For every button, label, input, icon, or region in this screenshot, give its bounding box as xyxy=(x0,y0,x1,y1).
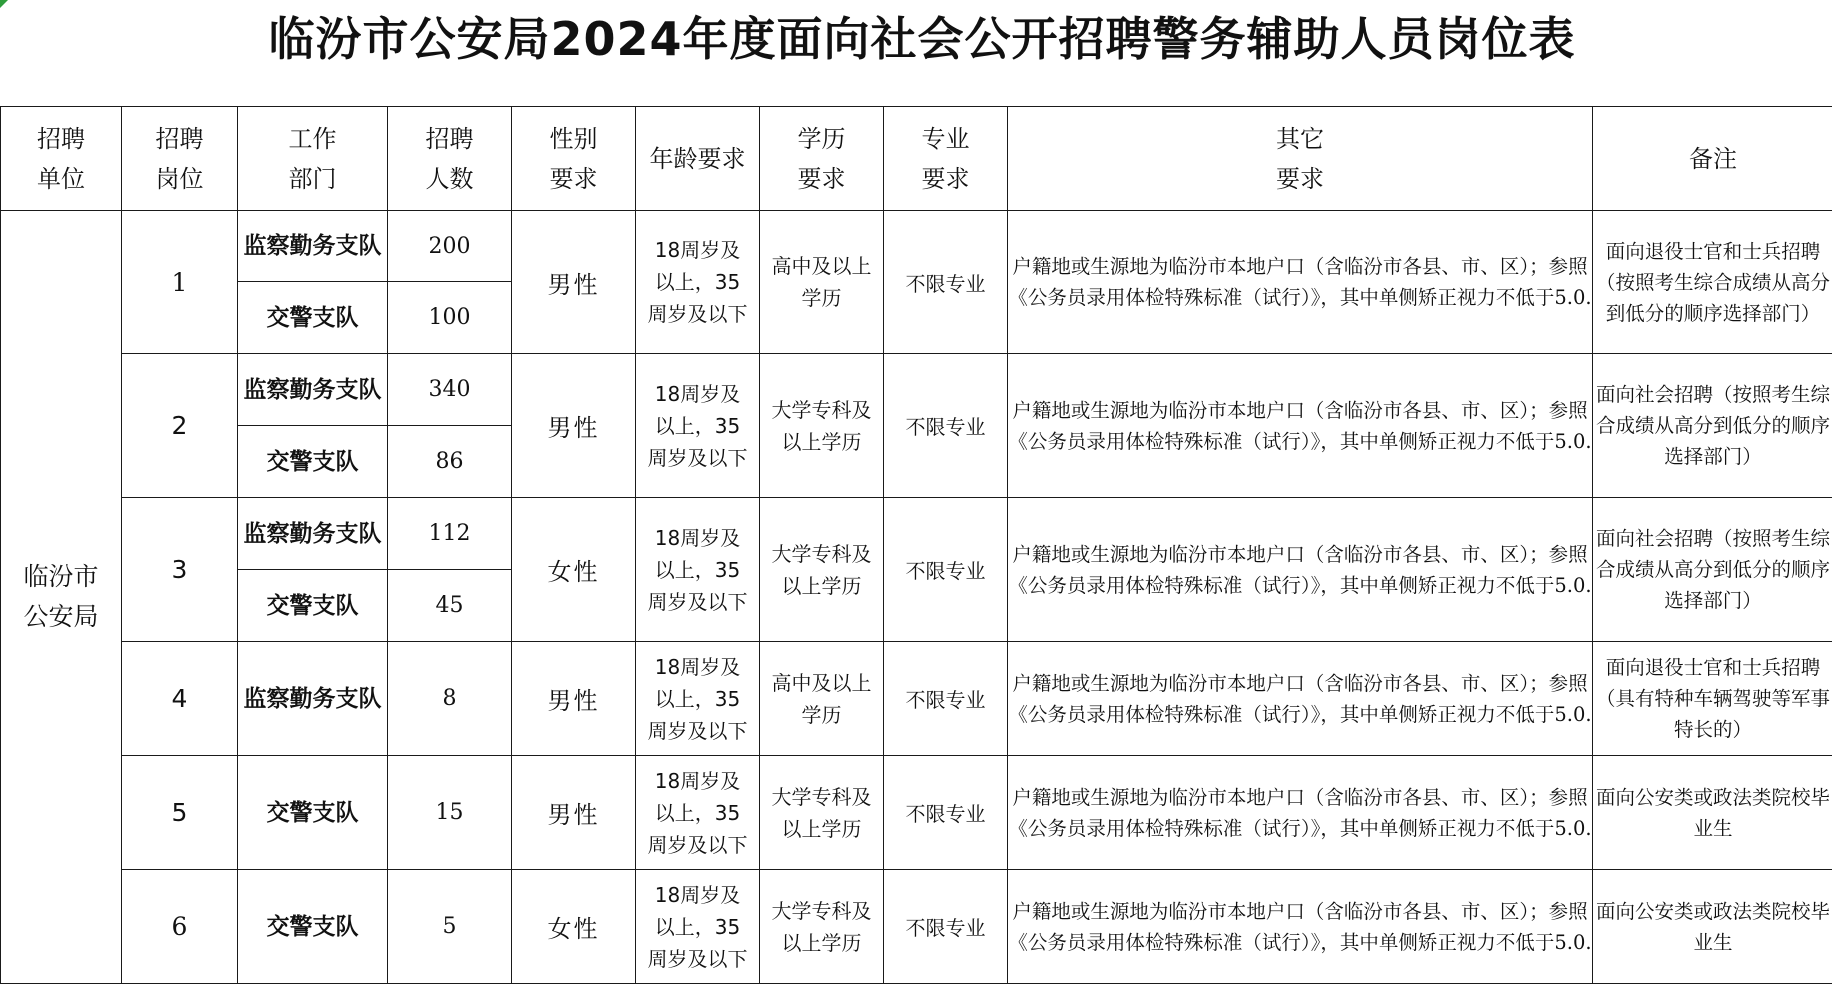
header-unit xyxy=(1,107,122,211)
dept-name: 监察勤务支队 xyxy=(238,211,388,282)
header-dept-line1: 工作 xyxy=(288,124,337,153)
page-right-margin xyxy=(1832,0,1844,984)
dept-name: 交警支队 xyxy=(238,570,388,642)
gender-requirement: 男性 xyxy=(512,211,636,354)
education-requirement xyxy=(760,211,884,354)
table-row xyxy=(1,211,1834,282)
header-education-line1: 学历 xyxy=(797,124,846,153)
headcount: 15 xyxy=(388,756,512,870)
remark: 面向退役士官和士兵招聘（按照考生综合成绩从高分到低分的顺序选择部门） xyxy=(1593,211,1834,354)
header-note-label: 备注 xyxy=(1689,144,1737,173)
page-title: 临汾市公安局2024年度面向社会公开招聘警务辅助人员岗位表 xyxy=(268,12,1576,66)
gender-requirement: 男性 xyxy=(512,756,636,870)
remark: 面向公安类或政法类院校毕业生 xyxy=(1593,870,1834,984)
education-requirement-text: 大学专科及以上学历 xyxy=(771,397,872,454)
header-count xyxy=(388,107,512,211)
dept-name: 监察勤务支队 xyxy=(238,642,388,756)
education-requirement-text: 大学专科及以上学历 xyxy=(771,784,872,841)
dept-name: 交警支队 xyxy=(238,282,388,354)
education-requirement xyxy=(760,642,884,756)
headcount: 112 xyxy=(388,498,512,570)
age-requirement-text: 18周岁及以上，35周岁及以下 xyxy=(647,768,748,857)
dept-name: 交警支队 xyxy=(238,756,388,870)
unit-name: 临汾市 公安局 xyxy=(23,562,99,631)
header-dept-line2: 部门 xyxy=(288,164,337,193)
post-number: 2 xyxy=(122,354,238,498)
post-number: 5 xyxy=(122,756,238,870)
age-requirement xyxy=(636,211,760,354)
table-body xyxy=(1,211,1834,984)
gender-requirement: 男性 xyxy=(512,642,636,756)
education-requirement xyxy=(760,756,884,870)
headcount: 45 xyxy=(388,570,512,642)
dept-name: 交警支队 xyxy=(238,426,388,498)
age-requirement-text: 18周岁及以上，35周岁及以下 xyxy=(647,882,748,971)
major-requirement: 不限专业 xyxy=(884,211,1008,354)
table-row xyxy=(1,642,1834,756)
major-requirement: 不限专业 xyxy=(884,642,1008,756)
header-other xyxy=(1008,107,1593,211)
education-requirement-text: 高中及以上学历 xyxy=(771,670,872,727)
post-number: 3 xyxy=(122,498,238,642)
header-major-line1: 专业 xyxy=(921,124,970,153)
header-age xyxy=(636,107,760,211)
header-other-line2: 要求 xyxy=(1276,164,1324,193)
education-requirement-text: 大学专科及以上学历 xyxy=(771,898,872,955)
headcount: 5 xyxy=(388,870,512,984)
dept-name: 监察勤务支队 xyxy=(238,498,388,570)
age-requirement xyxy=(636,756,760,870)
header-row xyxy=(1,107,1834,211)
other-requirement: 户籍地或生源地为临汾市本地户口（含临汾市各县、市、区）；参照《公务员录用体检特殊标准（试行）》，其中单侧矫正视力不低于5.0. xyxy=(1008,756,1593,870)
header-gender xyxy=(512,107,636,211)
other-requirement: 户籍地或生源地为临汾市本地户口（含临汾市各县、市、区）；参照《公务员录用体检特殊标准（试行）》，其中单侧矫正视力不低于5.0. xyxy=(1008,870,1593,984)
post-number: 1 xyxy=(122,211,238,354)
age-requirement xyxy=(636,354,760,498)
age-requirement xyxy=(636,870,760,984)
post-number: 6 xyxy=(122,870,238,984)
other-requirement: 户籍地或生源地为临汾市本地户口（含临汾市各县、市、区）；参照《公务员录用体检特殊标准（试行）》，其中单侧矫正视力不低于5.0. xyxy=(1008,211,1593,354)
age-requirement-text: 18周岁及以上，35周岁及以下 xyxy=(647,381,748,470)
other-requirement: 户籍地或生源地为临汾市本地户口（含临汾市各县、市、区）；参照《公务员录用体检特殊标准（试行）》，其中单侧矫正视力不低于5.0. xyxy=(1008,498,1593,642)
headcount: 200 xyxy=(388,211,512,282)
major-requirement: 不限专业 xyxy=(884,354,1008,498)
header-major-line2: 要求 xyxy=(921,164,970,193)
header-post-line1: 招聘 xyxy=(155,124,204,153)
header-count-line1: 招聘 xyxy=(425,124,474,153)
header-education-line2: 要求 xyxy=(797,164,846,193)
remark: 面向社会招聘（按照考生综合成绩从高分到低分的顺序选择部门） xyxy=(1593,498,1834,642)
age-requirement-text: 18周岁及以上，35周岁及以下 xyxy=(647,525,748,614)
header-major xyxy=(884,107,1008,211)
education-requirement-text: 大学专科及以上学历 xyxy=(771,541,872,598)
headcount: 100 xyxy=(388,282,512,354)
header-other-line1: 其它 xyxy=(1276,124,1324,153)
unit-cell xyxy=(1,211,122,984)
major-requirement: 不限专业 xyxy=(884,498,1008,642)
gender-requirement: 女性 xyxy=(512,498,636,642)
education-requirement-text: 高中及以上学历 xyxy=(771,254,872,310)
age-requirement-text: 18周岁及以上，35周岁及以下 xyxy=(647,654,748,743)
remark: 面向退役士官和士兵招聘（具有特种车辆驾驶等军事特长的） xyxy=(1593,642,1834,756)
age-requirement xyxy=(636,498,760,642)
header-dept xyxy=(238,107,388,211)
education-requirement xyxy=(760,870,884,984)
education-requirement xyxy=(760,354,884,498)
headcount: 8 xyxy=(388,642,512,756)
header-post xyxy=(122,107,238,211)
table-row xyxy=(1,870,1834,984)
other-requirement: 户籍地或生源地为临汾市本地户口（含临汾市各县、市、区）；参照《公务员录用体检特殊标准（试行）》，其中单侧矫正视力不低于5.0. xyxy=(1008,642,1593,756)
education-requirement xyxy=(760,498,884,642)
header-education xyxy=(760,107,884,211)
dept-name: 交警支队 xyxy=(238,870,388,984)
gender-requirement: 女性 xyxy=(512,870,636,984)
remark: 面向社会招聘（按照考生综合成绩从高分到低分的顺序选择部门） xyxy=(1593,354,1834,498)
table-row xyxy=(1,354,1834,426)
header-gender-line2: 要求 xyxy=(549,164,598,193)
remark: 面向公安类或政法类院校毕业生 xyxy=(1593,756,1834,870)
header-unit-line1: 招聘 xyxy=(37,124,85,153)
gender-requirement: 男性 xyxy=(512,354,636,498)
dept-name: 监察勤务支队 xyxy=(238,354,388,426)
table-row xyxy=(1,756,1834,870)
positions-table xyxy=(0,106,1834,984)
other-requirement: 户籍地或生源地为临汾市本地户口（含临汾市各县、市、区）；参照《公务员录用体检特殊标准（试行）》，其中单侧矫正视力不低于5.0. xyxy=(1008,354,1593,498)
header-gender-line1: 性别 xyxy=(549,124,598,153)
header-note xyxy=(1593,107,1834,211)
age-requirement-text: 18周岁及以上，35周岁及以下 xyxy=(647,238,748,326)
headcount: 86 xyxy=(388,426,512,498)
post-number: 4 xyxy=(122,642,238,756)
header-unit-line2: 单位 xyxy=(37,164,85,193)
header-post-line2: 岗位 xyxy=(155,164,204,193)
header-age-label: 年龄要求 xyxy=(649,144,746,173)
headcount: 340 xyxy=(388,354,512,426)
header-count-line2: 人数 xyxy=(425,164,474,193)
major-requirement: 不限专业 xyxy=(884,870,1008,984)
age-requirement xyxy=(636,642,760,756)
table-row xyxy=(1,498,1834,570)
major-requirement: 不限专业 xyxy=(884,756,1008,870)
